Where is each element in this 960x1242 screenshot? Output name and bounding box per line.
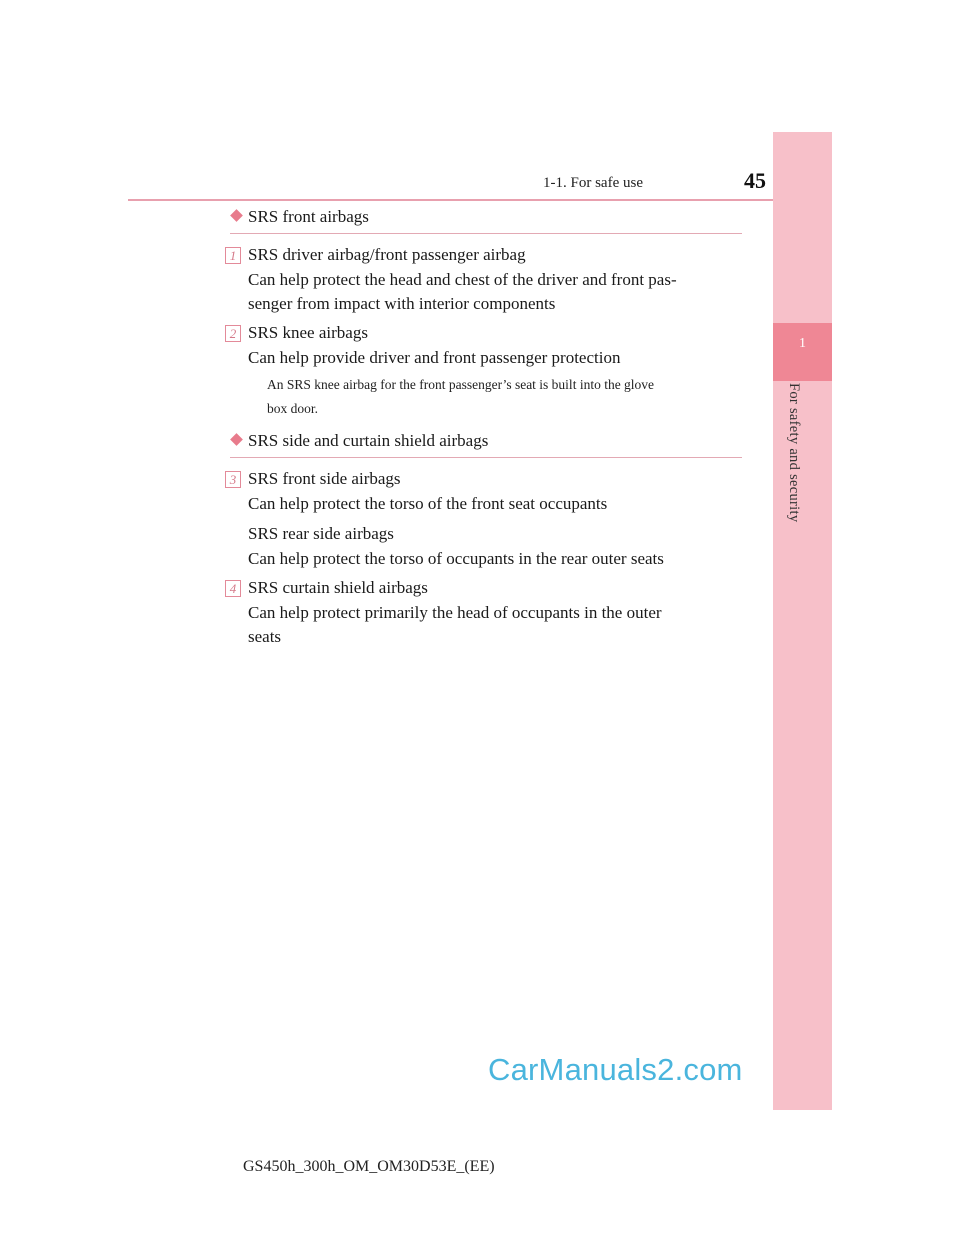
item-1-desc-line-2: senger from impact with interior components xyxy=(248,294,556,313)
chapter-title: For safety and security xyxy=(786,383,802,523)
watermark-link[interactable]: CarManuals2.com xyxy=(488,1052,743,1087)
section-divider xyxy=(230,457,742,458)
item-1-title: SRS driver airbag/front passenger airbag xyxy=(248,245,526,264)
section-heading-front-airbags xyxy=(230,207,369,227)
item-3-title-rear: SRS rear side airbags xyxy=(248,524,394,543)
item-number-badge-1: 1 xyxy=(225,247,241,264)
section-divider xyxy=(230,233,742,234)
item-3-desc: Can help protect the torso of the front seat occupants xyxy=(248,494,608,513)
chapter-side-tab xyxy=(773,132,832,1110)
section-heading-text: SRS front airbags xyxy=(248,207,369,226)
diamond-bullet-icon xyxy=(230,433,243,446)
header-divider xyxy=(128,199,832,201)
section-label: 1-1. For safe use xyxy=(543,175,643,191)
item-4-desc-line-1: Can help protect primarily the head of occupants in the outer xyxy=(248,603,662,622)
page-number: 45 xyxy=(744,168,766,193)
chapter-number-block xyxy=(773,323,832,381)
item-2-desc: Can help provide driver and front passenger protection xyxy=(248,348,621,367)
item-4-title: SRS curtain shield airbags xyxy=(248,578,428,597)
section-heading-text: SRS side and curtain shield airbags xyxy=(248,431,489,450)
item-number-badge-3: 3 xyxy=(225,471,241,488)
section-heading-side-airbags xyxy=(230,431,488,451)
item-3-desc-rear: Can help protect the torso of occupants in the rear outer seats xyxy=(248,549,664,568)
diamond-bullet-icon xyxy=(230,209,243,222)
chapter-number: 1 xyxy=(799,336,806,351)
footer-document-code: GS450h_300h_OM_OM30D53E_(EE) xyxy=(243,1158,495,1175)
item-2-note-line-1: An SRS knee airbag for the front passenger’s seat is built into the glove xyxy=(267,377,655,392)
item-1-desc-line-1: Can help protect the head and chest of the driver and front pas- xyxy=(248,270,677,289)
item-2-title: SRS knee airbags xyxy=(248,323,368,342)
item-2-note-line-2: box door. xyxy=(267,401,319,416)
item-4-desc-line-2: seats xyxy=(248,627,282,646)
item-number-badge-2: 2 xyxy=(225,325,241,342)
item-number-badge-4: 4 xyxy=(225,580,241,597)
item-3-title: SRS front side airbags xyxy=(248,469,401,488)
